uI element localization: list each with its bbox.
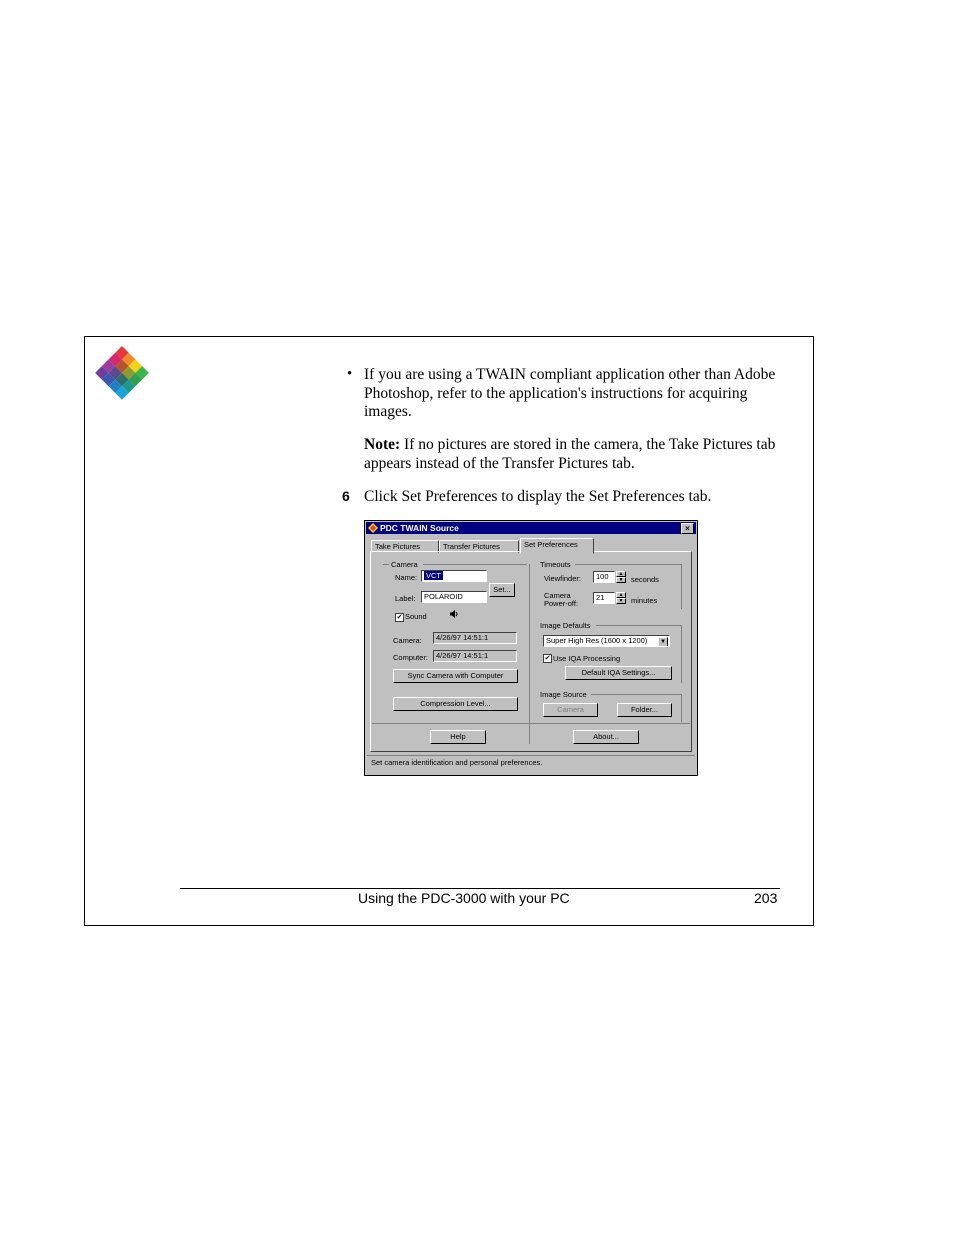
tab-set-preferences[interactable]: Set Preferences (520, 538, 594, 554)
spin-up-icon[interactable]: ▲ (616, 571, 626, 577)
status-text: Set camera identification and personal preferences. (371, 758, 543, 767)
compression-level-button[interactable]: Compression Level... (393, 697, 518, 711)
spin-down-icon[interactable]: ▼ (616, 577, 626, 583)
camera-source-button[interactable]: Camera (543, 703, 598, 717)
sound-label: Sound (405, 612, 427, 621)
computer-time-label: Computer: (393, 653, 429, 662)
group-divider (529, 564, 530, 744)
step-text: Click Set Preferences to display the Set Preferences tab. (364, 488, 712, 505)
poweroff-label-2: Power-off: (544, 599, 579, 608)
page-number: 203 (754, 890, 778, 906)
label-field[interactable]: POLAROID (421, 591, 487, 603)
viewfinder-unit: seconds (631, 575, 659, 584)
iqa-checkbox[interactable]: ✔ (544, 655, 551, 662)
name-label: Name: (395, 573, 418, 582)
status-divider (367, 755, 695, 756)
timeouts-group-line (681, 564, 682, 609)
spin-up-icon[interactable]: ▲ (616, 592, 626, 598)
panel-divider (372, 723, 690, 724)
timeouts-group-line (575, 564, 681, 565)
viewfinder-spinner[interactable] (616, 571, 626, 583)
resolution-select[interactable] (543, 635, 670, 647)
note-text: If no pictures are stored in the camera, the Take Pictures tab appears instead of the Transfer Pictures tab. (364, 436, 776, 472)
sync-camera-button[interactable]: Sync Camera with Computer (393, 669, 518, 683)
app-icon (368, 523, 378, 533)
camera-time-label: Camera: (393, 636, 422, 645)
name-value: VCT (426, 571, 441, 580)
iqa-label: Use IQA Processing (553, 654, 621, 663)
timeouts-group-label: Timeouts (540, 560, 571, 569)
step-number: 6 (342, 488, 350, 504)
poweroff-label: Camera (544, 591, 571, 600)
chevron-down-icon[interactable]: ▼ (658, 637, 668, 647)
computer-time-field: 4/26/97 14:51:1 (433, 650, 517, 662)
sound-checkbox[interactable]: ✔ (396, 614, 403, 621)
poweroff-field[interactable]: 21 (593, 592, 615, 604)
speaker-icon (449, 609, 459, 619)
tab-take-pictures[interactable]: Take Pictures (371, 540, 439, 553)
camera-time-field: 4/26/97 14:51:1 (433, 632, 517, 644)
bullet-symbol: • (347, 366, 353, 382)
poweroff-unit: minutes (631, 596, 658, 605)
camera-group-label: Camera (391, 560, 418, 569)
poweroff-spinner[interactable] (616, 592, 626, 604)
spin-down-icon[interactable]: ▼ (616, 598, 626, 604)
camera-group-line (423, 564, 527, 565)
default-iqa-settings-button[interactable]: Default IQA Settings... (565, 666, 672, 680)
bullet-paragraph: If you are using a TWAIN compliant application other than Adobe Photoshop, refer to the application's instructions for acquiring images. (364, 366, 776, 420)
set-button[interactable]: Set... (489, 583, 515, 597)
image-defaults-group-line (681, 625, 682, 683)
footer-title: Using the PDC-3000 with your PC (358, 890, 570, 906)
camera-group-line (383, 564, 389, 565)
twain-dialog (364, 520, 698, 776)
image-source-group-line (591, 694, 681, 695)
label-label: Label: (395, 594, 416, 603)
help-button[interactable]: Help (430, 730, 486, 744)
image-defaults-group-label: Image Defaults (540, 621, 591, 630)
resolution-value: Super High Res (1600 x 1200) (546, 636, 648, 645)
image-source-group-line (681, 694, 682, 722)
polaroid-logo (95, 346, 149, 400)
close-button[interactable]: × (681, 523, 694, 534)
viewfinder-label: Viewfinder: (544, 574, 581, 583)
folder-source-button[interactable]: Folder... (617, 703, 672, 717)
tab-transfer-pictures[interactable]: Transfer Pictures (439, 540, 519, 553)
preferences-panel (370, 551, 692, 752)
image-defaults-group-line (596, 625, 681, 626)
footer-rule (180, 888, 780, 889)
dialog-titlebar (366, 522, 696, 534)
note-label: Note: (364, 436, 401, 453)
viewfinder-field[interactable]: 100 (593, 571, 615, 583)
image-source-group-label: Image Source (540, 690, 587, 699)
dialog-title: PDC TWAIN Source (380, 523, 459, 533)
about-button[interactable]: About... (573, 730, 639, 744)
name-field[interactable] (421, 570, 487, 582)
note-paragraph (364, 436, 784, 473)
